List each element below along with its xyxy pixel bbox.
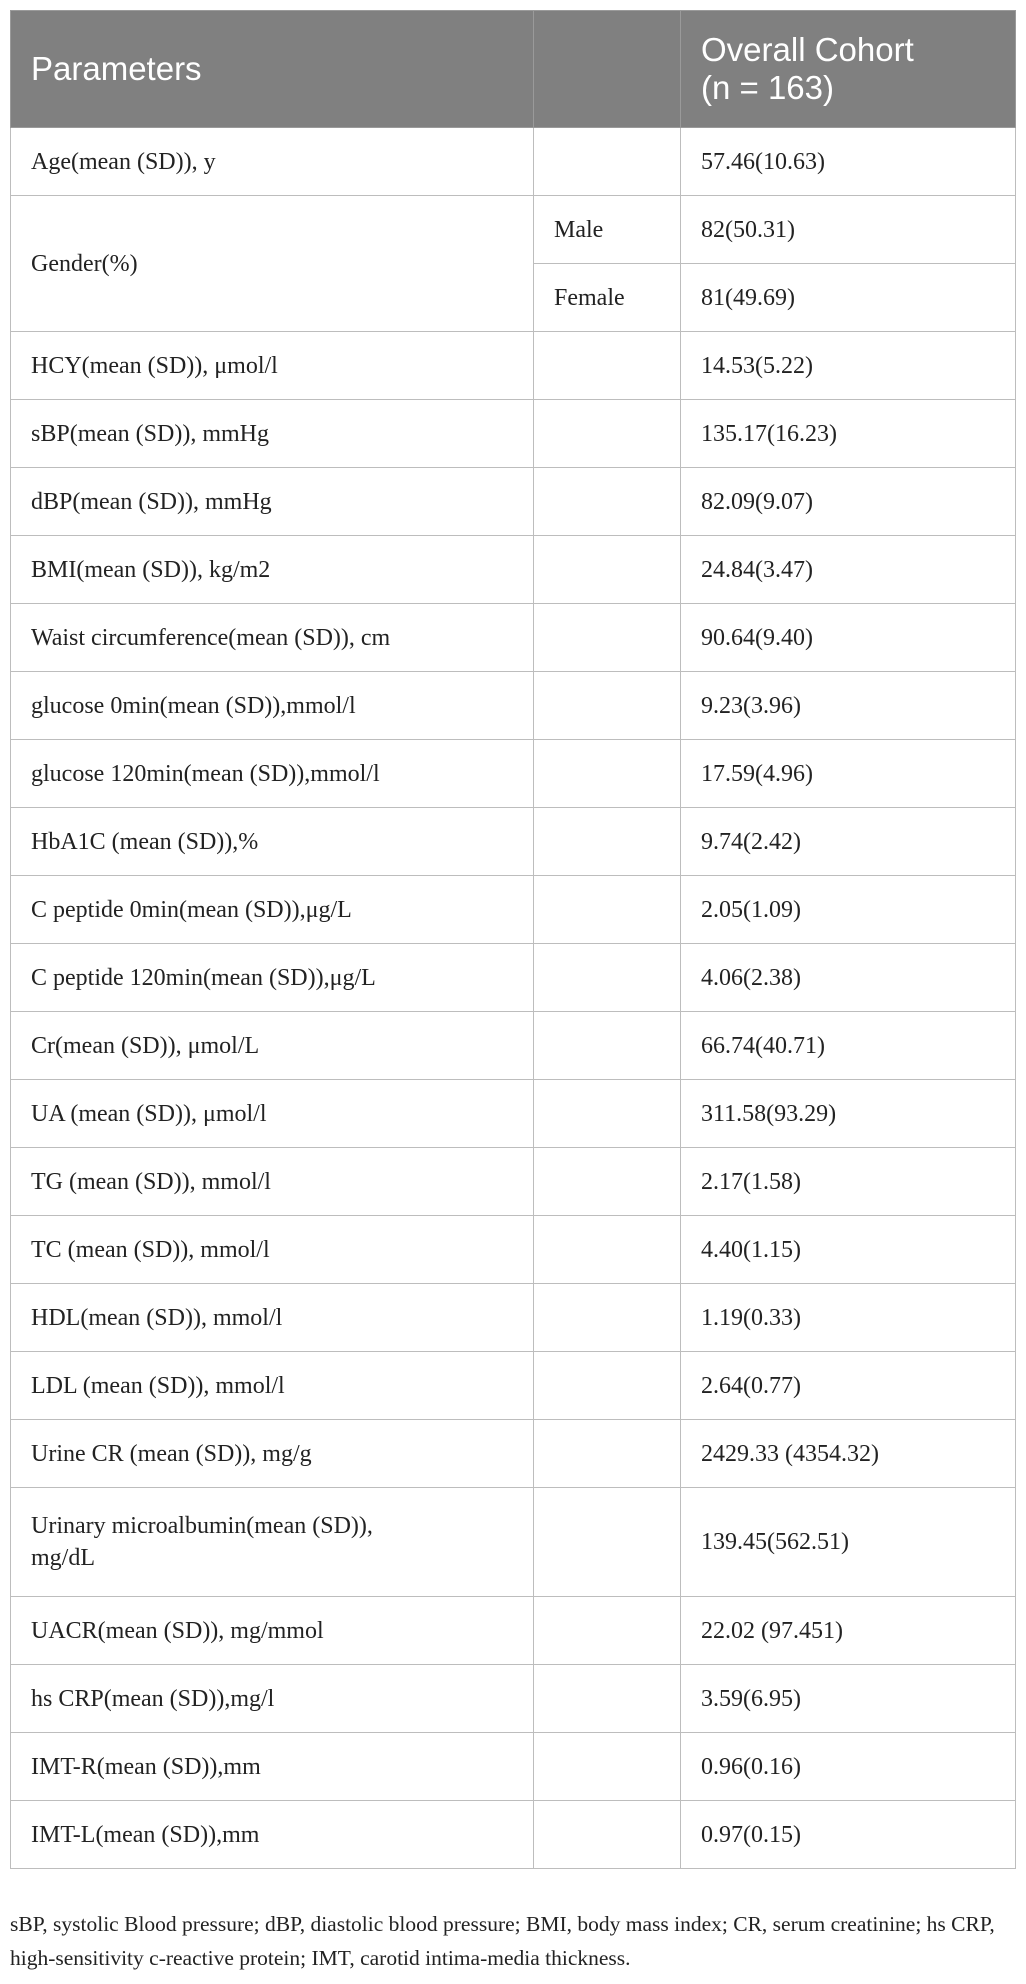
row-value: 24.84(3.47) [681,536,1016,604]
row-subcategory [534,876,681,944]
table-row [11,128,1016,196]
header-subcategory [534,11,681,128]
row-subcategory [534,536,681,604]
row-subcategory [534,1216,681,1284]
row-label: TG (mean (SD)), mmol/l [11,1148,534,1216]
row-subcategory [534,672,681,740]
table-row [11,1665,1016,1733]
table-row [11,808,1016,876]
row-label: LDL (mean (SD)), mmol/l [11,1352,534,1420]
row-subcategory [534,1801,681,1869]
row-subcategory [534,1352,681,1420]
table-row [11,1148,1016,1216]
row-subcategory [534,944,681,1012]
row-value: 311.58(93.29) [681,1080,1016,1148]
table-row [11,1488,1016,1597]
table-footnote: sBP, systolic Blood pressure; dBP, diastolic blood pressure; BMI, body mass index; CR, serum creatinine; hs CRP, high-sensitivity c-reactive protein; IMT, carotid intima-media thickness. [10,1912,995,1970]
row-subcategory [534,1012,681,1080]
row-subcategory [534,128,681,196]
row-label: UA (mean (SD)), μmol/l [11,1080,534,1148]
table-row [11,1012,1016,1080]
table-row [11,1284,1016,1352]
row-value: 90.64(9.40) [681,604,1016,672]
row-value: 9.23(3.96) [681,672,1016,740]
row-label: BMI(mean (SD)), kg/m2 [11,536,534,604]
row-subcategory [534,1080,681,1148]
row-value: 2.17(1.58) [681,1148,1016,1216]
table-row [11,1420,1016,1488]
row-label: Age(mean (SD)), y [11,128,534,196]
row-value: 2.64(0.77) [681,1352,1016,1420]
row-value: 3.59(6.95) [681,1665,1016,1733]
row-label: glucose 0min(mean (SD)),mmol/l [11,672,534,740]
row-label-line2: mg/dL [31,1545,95,1571]
table-row [11,604,1016,672]
row-value: 0.97(0.15) [681,1801,1016,1869]
row-value: 82.09(9.07) [681,468,1016,536]
data-table-container [10,10,1015,1869]
row-subcategory [534,1597,681,1665]
table-row [11,740,1016,808]
row-value: 14.53(5.22) [681,332,1016,400]
row-value: 57.46(10.63) [681,128,1016,196]
header-overall-cohort-line2: (n = 163) [701,69,834,106]
row-label: Waist circumference(mean (SD)), cm [11,604,534,672]
row-label: HDL(mean (SD)), mmol/l [11,1284,534,1352]
row-label: dBP(mean (SD)), mmHg [11,468,534,536]
row-subcategory-male: Male [534,196,681,264]
table-row [11,1597,1016,1665]
row-label: IMT-R(mean (SD)),mm [11,1733,534,1801]
row-subcategory [534,604,681,672]
row-subcategory [534,808,681,876]
row-label: HCY(mean (SD)), μmol/l [11,332,534,400]
header-parameters: Parameters [11,11,534,128]
table-header [11,11,1016,128]
table-row [11,1352,1016,1420]
table-row [11,944,1016,1012]
row-value: 0.96(0.16) [681,1733,1016,1801]
cohort-parameters-table [10,10,1016,1869]
row-label: Cr(mean (SD)), μmol/L [11,1012,534,1080]
row-value: 2.05(1.09) [681,876,1016,944]
row-label: glucose 120min(mean (SD)),mmol/l [11,740,534,808]
row-subcategory [534,1733,681,1801]
row-label: UACR(mean (SD)), mg/mmol [11,1597,534,1665]
table-row [11,1801,1016,1869]
row-label-gender: Gender(%) [11,196,534,332]
header-overall-cohort-line1: Overall Cohort [701,31,914,68]
row-subcategory [534,740,681,808]
table-row [11,672,1016,740]
row-value: 4.06(2.38) [681,944,1016,1012]
row-value: 1.19(0.33) [681,1284,1016,1352]
row-subcategory [534,332,681,400]
row-value: 139.45(562.51) [681,1488,1016,1597]
row-label: sBP(mean (SD)), mmHg [11,400,534,468]
row-label-line1: Urinary microalbumin(mean (SD)), [31,1513,373,1539]
table-row [11,1733,1016,1801]
row-subcategory [534,1488,681,1597]
table-row [11,332,1016,400]
row-value: 22.02 (97.451) [681,1597,1016,1665]
row-label: C peptide 120min(mean (SD)),μg/L [11,944,534,1012]
row-value-male: 82(50.31) [681,196,1016,264]
row-value: 4.40(1.15) [681,1216,1016,1284]
row-value: 135.17(16.23) [681,400,1016,468]
row-label: IMT-L(mean (SD)),mm [11,1801,534,1869]
row-subcategory-female: Female [534,264,681,332]
table-row [11,400,1016,468]
table-row [11,876,1016,944]
table-row [11,1216,1016,1284]
table-row [11,536,1016,604]
row-subcategory [534,1420,681,1488]
row-value: 17.59(4.96) [681,740,1016,808]
row-value-female: 81(49.69) [681,264,1016,332]
table-row [11,1080,1016,1148]
row-value: 2429.33 (4354.32) [681,1420,1016,1488]
row-subcategory [534,1148,681,1216]
header-row [11,11,1016,128]
row-subcategory [534,1284,681,1352]
row-label: hs CRP(mean (SD)),mg/l [11,1665,534,1733]
row-subcategory [534,400,681,468]
table-body [11,128,1016,1869]
row-label [11,1488,534,1597]
row-value: 9.74(2.42) [681,808,1016,876]
row-label: TC (mean (SD)), mmol/l [11,1216,534,1284]
header-overall-cohort [681,11,1016,128]
row-subcategory [534,1665,681,1733]
row-label: C peptide 0min(mean (SD)),μg/L [11,876,534,944]
table-row-gender-male [11,196,1016,264]
row-label: Urine CR (mean (SD)), mg/g [11,1420,534,1488]
row-subcategory [534,468,681,536]
row-value: 66.74(40.71) [681,1012,1016,1080]
table-row [11,468,1016,536]
row-label: HbA1C (mean (SD)),% [11,808,534,876]
